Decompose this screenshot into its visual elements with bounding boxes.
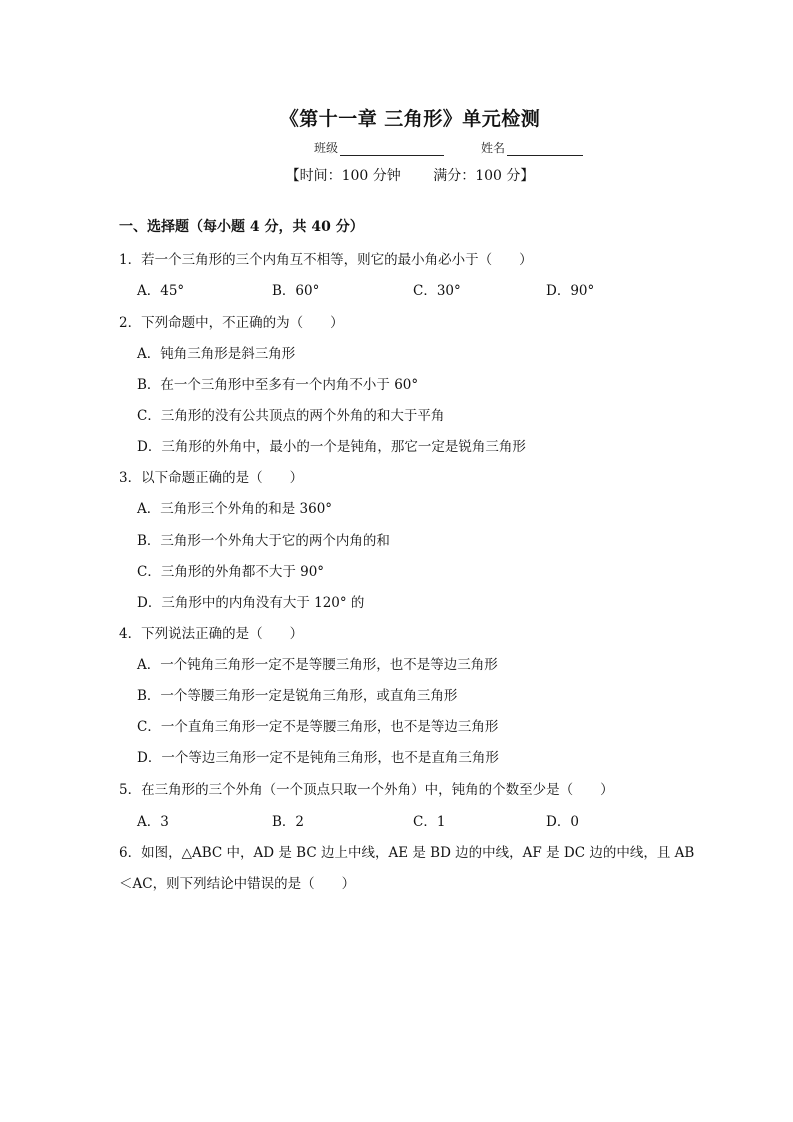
section-heading: 一、选择题（每小题 4 分，共 40 分） — [119, 219, 364, 235]
class-field — [314, 139, 444, 156]
name-label: 姓名 — [481, 141, 506, 155]
option-d: D．三角形中的内角没有大于 120° 的 — [137, 595, 365, 611]
option-a: A．钝角三角形是斜三角形 — [137, 346, 296, 362]
option-c: C．三角形的外角都不大于 90° — [137, 564, 325, 580]
name-blank — [507, 142, 583, 156]
option-c: C．30° — [413, 283, 461, 299]
question-3-stem: 3．以下命题正确的是（ ） — [119, 470, 304, 486]
option-b: B．60° — [272, 283, 320, 299]
option-d: D．三角形的外角中，最小的一个是钝角，那它一定是锐角三角形 — [137, 439, 526, 455]
option-b: B．2 — [272, 814, 305, 830]
option-d: D．一个等边三角形一定不是钝角三角形，也不是直角三角形 — [137, 750, 499, 766]
question-6-stem: 6．如图，△ABC 中，AD 是 BC 边上中线，AE 是 BD 边的中线，AF 是 DC 边的中线，且 AB — [119, 845, 695, 861]
exam-meta — [0, 165, 793, 185]
option-b: B．在一个三角形中至多有一个内角不小于 60° — [137, 377, 419, 393]
class-label: 班级 — [314, 141, 339, 155]
question-1-stem: 1．若一个三角形的三个内角互不相等，则它的最小角必小于（ ） — [119, 252, 533, 268]
option-c: C．1 — [413, 814, 446, 830]
option-a: A．3 — [137, 814, 169, 830]
question-4-stem: 4．下列说法正确的是（ ） — [119, 626, 304, 642]
option-d: D．0 — [546, 814, 579, 830]
option-c: C．三角形的没有公共顶点的两个外角的和大于平角 — [137, 408, 445, 424]
option-b: B．一个等腰三角形一定是锐角三角形，或直角三角形 — [137, 688, 458, 704]
option-d: D．90° — [546, 283, 595, 299]
option-a: A．45° — [137, 283, 185, 299]
question-2-stem: 2．下列命题中，不正确的为（ ） — [119, 315, 344, 331]
option-b: B．三角形一个外角大于它的两个内角的和 — [137, 533, 390, 549]
time-info: 【时间：100 分钟 — [285, 168, 401, 184]
class-blank — [340, 142, 444, 156]
score-info: 满分：100 分】 — [433, 168, 535, 184]
option-a: A．一个钝角三角形一定不是等腰三角形，也不是等边三角形 — [137, 657, 498, 673]
question-6-stem-continued: ＜AC，则下列结论中错误的是（ ） — [119, 876, 356, 892]
question-5-stem: 5．在三角形的三个外角（一个顶点只取一个外角）中，钝角的个数至少是（ ） — [119, 782, 614, 798]
option-c: C．一个直角三角形一定不是等腰三角形，也不是等边三角形 — [137, 719, 499, 735]
name-field — [481, 139, 583, 156]
page-title: 《第十一章 三角形》单元检测 — [279, 108, 541, 130]
option-a: A．三角形三个外角的和是 360° — [137, 501, 333, 517]
